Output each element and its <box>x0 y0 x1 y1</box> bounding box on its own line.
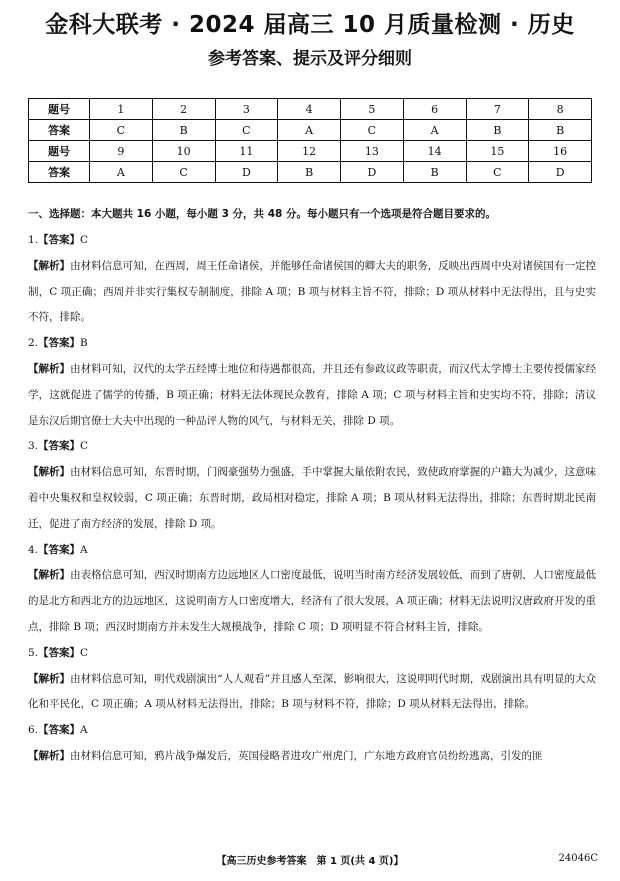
question-number-cell: 11 <box>215 141 278 162</box>
explain-tag: 【解析】 <box>28 569 71 582</box>
question-number: 2. <box>28 337 39 350</box>
question-number-cell: 6 <box>403 99 466 120</box>
question-number-cell: 7 <box>466 99 529 120</box>
answer-tag: 【答案】 <box>38 646 81 659</box>
answer-tag: 【答案】 <box>38 337 81 350</box>
answer-cell: C <box>152 162 215 183</box>
answer-cell: A <box>403 120 466 141</box>
explanation-text: 由材料信息可知，东晋时期，门阀豪强势力强盛，手中掌握大量依附农民，致使政府掌握的户籍大为减少，这意味着中央集权和皇权较弱，C 项正确；东晋时期，政局相对稳定，排除 A 项；B 项从材料无法得出，排除；东晋时期北民南迁，促进了南方经济的发展，排除 D 项。 <box>28 466 597 530</box>
answer-tag: 【答案】 <box>38 234 81 246</box>
question-explanation <box>28 254 596 331</box>
question-answer-line <box>28 538 596 564</box>
question-number-cell: 2 <box>152 99 215 120</box>
table-row-answers-1 <box>29 120 592 141</box>
page-subtitle: 参考答案、提示及评分细则 <box>208 49 412 69</box>
explain-tag: 【解析】 <box>28 749 70 762</box>
page-footer <box>0 852 620 872</box>
answer-cell: B <box>278 162 341 183</box>
answer-value: C <box>80 234 89 246</box>
explanations <box>28 228 596 770</box>
answer-cell: B <box>403 162 466 183</box>
question-number-cell: 4 <box>278 99 341 120</box>
question-number-cell: 5 <box>341 99 404 120</box>
answer-cell: B <box>152 120 215 141</box>
row-label-answer: 答案 <box>29 120 90 141</box>
explanation-text: 由材料信息可知，明代戏剧演出“人人观看”并且感人至深，影响很大，这说明明代时期，戏剧演出具有明显的大众化和平民化，C 项正确；A 项从材料无法得出，排除；B 项与材料不符，排除；D 项从材料无法得出，排除。 <box>28 672 597 711</box>
question-number: 6. <box>28 724 39 737</box>
question-number-cell: 8 <box>529 99 592 120</box>
row-label-answer: 答案 <box>29 162 90 183</box>
question-answer-line <box>28 228 596 254</box>
page-title: 金科大联考 · 2024 届高三 10 月质量检测 · 历史 <box>45 12 575 38</box>
question-number-cell: 1 <box>90 99 153 120</box>
answer-table <box>28 98 592 183</box>
question-number: 3. <box>28 440 39 453</box>
question-explanation <box>28 563 596 640</box>
footer-code: 24046C <box>558 853 598 864</box>
explanation-text: 由材料信息可知，鸦片战争爆发后，英国侵略者进攻广州虎门，广东地方政府官员纷纷逃离，引发的匪 <box>70 749 543 762</box>
question-explanation <box>28 357 596 434</box>
explain-tag: 【解析】 <box>28 259 71 272</box>
answer-value: C <box>80 646 89 659</box>
section-heading: 一、选择题：本大题共 16 小题，每小题 3 分，共 48 分。每小题只有一个选项是符合题目要求的。 <box>28 208 496 220</box>
row-label-question: 题号 <box>29 141 90 162</box>
question-answer-line <box>28 641 596 667</box>
explain-tag: 【解析】 <box>28 466 71 479</box>
answer-cell: A <box>90 162 153 183</box>
answer-cell: A <box>278 120 341 141</box>
table-row-question-numbers-1 <box>29 99 592 120</box>
answer-value: A <box>80 724 88 737</box>
question-number-cell: 3 <box>215 99 278 120</box>
question-number-cell: 16 <box>529 141 592 162</box>
question-number: 4. <box>28 543 39 556</box>
question-number-cell: 13 <box>341 141 404 162</box>
answer-cell: C <box>466 162 529 183</box>
question-number-cell: 10 <box>152 141 215 162</box>
answer-value: C <box>80 440 89 453</box>
question-explanation <box>28 744 596 770</box>
row-label-question: 题号 <box>29 99 90 120</box>
answer-cell: B <box>529 120 592 141</box>
answer-cell: D <box>215 162 278 183</box>
question-number: 1. <box>28 234 39 246</box>
explanation-text: 由材料可知，汉代的太学五经博士地位和待遇都很高，并且还有参政议政等职责，而汉代太学博士主要传授儒家经学，这就促进了儒学的传播，B 项正确；材料无法体现民众教育，排除 A 项；C 项与材料主旨和史实均不符，排除；清议是东汉后期官僚士大夫中出现的一种品评人物的风气，与材料无关，排除 D 项。 <box>28 362 597 427</box>
explain-tag: 【解析】 <box>28 672 71 685</box>
answer-cell: D <box>341 162 404 183</box>
answer-tag: 【答案】 <box>38 543 81 556</box>
answer-cell: C <box>215 120 278 141</box>
question-number-cell: 12 <box>278 141 341 162</box>
footer-page-info: 【高三历史参考答案 第 1 页(共 4 页)】 <box>216 856 404 867</box>
explanation-text: 由材料信息可知，在西周，周王任命诸侯，并能够任命诸侯国的卿大夫的职务，反映出西周中央对诸侯国有一定控制，C 项正确；西周并非实行集权专制制度，排除 A 项；B 项与材料主旨不符，排除；D 项从材料中无法得出，且与史实不符，排除。 <box>28 259 597 324</box>
question-number-cell: 9 <box>90 141 153 162</box>
answer-cell: D <box>529 162 592 183</box>
table-row-answers-2 <box>29 162 592 183</box>
answer-tag: 【答案】 <box>38 440 81 453</box>
explain-tag: 【解析】 <box>28 362 71 375</box>
answer-cell: B <box>466 120 529 141</box>
question-explanation <box>28 460 596 537</box>
table-row-question-numbers-2 <box>29 141 592 162</box>
question-number-cell: 14 <box>403 141 466 162</box>
question-answer-line <box>28 718 596 744</box>
question-number: 5. <box>28 646 39 659</box>
answer-value: B <box>80 337 88 350</box>
answer-value: A <box>80 543 88 556</box>
answer-tag: 【答案】 <box>38 724 81 737</box>
explanation-text: 由表格信息可知，西汉时期南方边远地区人口密度最低，说明当时南方经济发展较低，而到了唐朝，人口密度最低的是北方和西北方的边远地区，这说明南方人口密度增大，经济有了很大发展，A 项正确；材料无法说明汉唐政府开发的重点，排除 B 项；西汉时期南方并未发生大规模战争，排除 C 项；D 项明显不符合材料主旨，排除。 <box>28 569 597 633</box>
question-answer-line <box>28 331 596 357</box>
question-answer-line <box>28 434 596 460</box>
answer-cell: C <box>341 120 404 141</box>
answer-cell: C <box>90 120 153 141</box>
question-explanation <box>28 667 596 719</box>
question-number-cell: 15 <box>466 141 529 162</box>
